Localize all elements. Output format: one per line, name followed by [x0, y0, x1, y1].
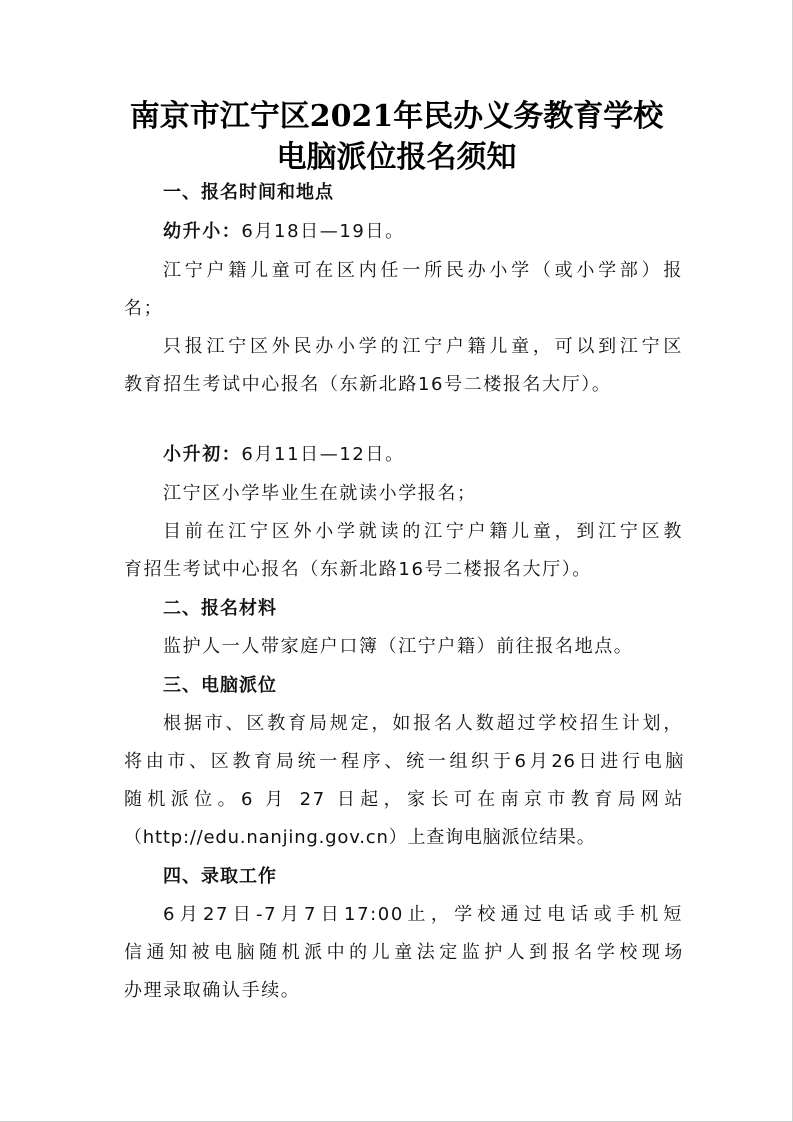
primary-school-para1-line2: 名； [124, 298, 164, 319]
document-title-line-2: 电脑派位报名须知 [276, 140, 517, 175]
primary-school-para2-line2: 教育招生考试中心报名（东新北路16号二楼报名大厅）。 [124, 374, 612, 395]
materials-para: 监护人一人带家庭户口簿（江宁户籍）前往报名地点。 [163, 636, 634, 657]
primary-school-para2-line1: 只报江宁区外民办小学的江宁户籍儿童，可以到江宁区 [163, 336, 683, 357]
middle-school-para2-line2: 育招生考试中心报名（东新北路16号二楼报名大厅）。 [124, 559, 592, 580]
primary-school-label: 幼升小： [163, 221, 242, 242]
primary-school-date-line [163, 219, 683, 245]
primary-school-para1-line1: 江宁户籍儿童可在区内任一所民办小学（或小学部）报 [163, 260, 683, 281]
middle-school-label: 小升初： [163, 444, 242, 465]
lottery-line-1: 根据市、区教育局规定，如报名人数超过学校招生计划， [163, 713, 683, 734]
document-title-line-1: 南京市江宁区2021年民办义务教育学校 [129, 99, 664, 134]
middle-school-para1: 江宁区小学毕业生在就读小学报名； [163, 483, 477, 504]
middle-school-date: 6月11日—12日。 [241, 444, 405, 465]
lottery-line-4: （http://edu.nanjing.gov.cn）上查询电脑派位结果。 [124, 827, 596, 848]
admission-line-2: 信通知被电脑随机派中的儿童法定监护人到报名学校现场 [124, 942, 684, 963]
section-heading-lottery: 三、电脑派位 [163, 675, 277, 696]
lottery-line-3: 随机派位。6 月 27 日起，家长可在南京市教育局网站 [124, 789, 684, 810]
middle-school-para2-line1: 目前在江宁区外小学就读的江宁户籍儿童，到江宁区教 [163, 521, 683, 542]
primary-school-date: 6月18日—19日。 [241, 221, 405, 242]
lottery-line-2: 将由市、区教育局统一程序、统一组织于6月26日进行电脑 [124, 751, 684, 772]
middle-school-date-line [163, 442, 683, 468]
section-heading-time-location: 一、报名时间和地点 [163, 182, 334, 203]
section-heading-admission: 四、录取工作 [163, 866, 277, 887]
admission-line-3: 办理录取确认手续。 [124, 980, 301, 1001]
admission-line-1: 6月27日-7月7日17:00止，学校通过电话或手机短 [163, 904, 683, 925]
section-heading-materials: 二、报名材料 [163, 598, 277, 619]
